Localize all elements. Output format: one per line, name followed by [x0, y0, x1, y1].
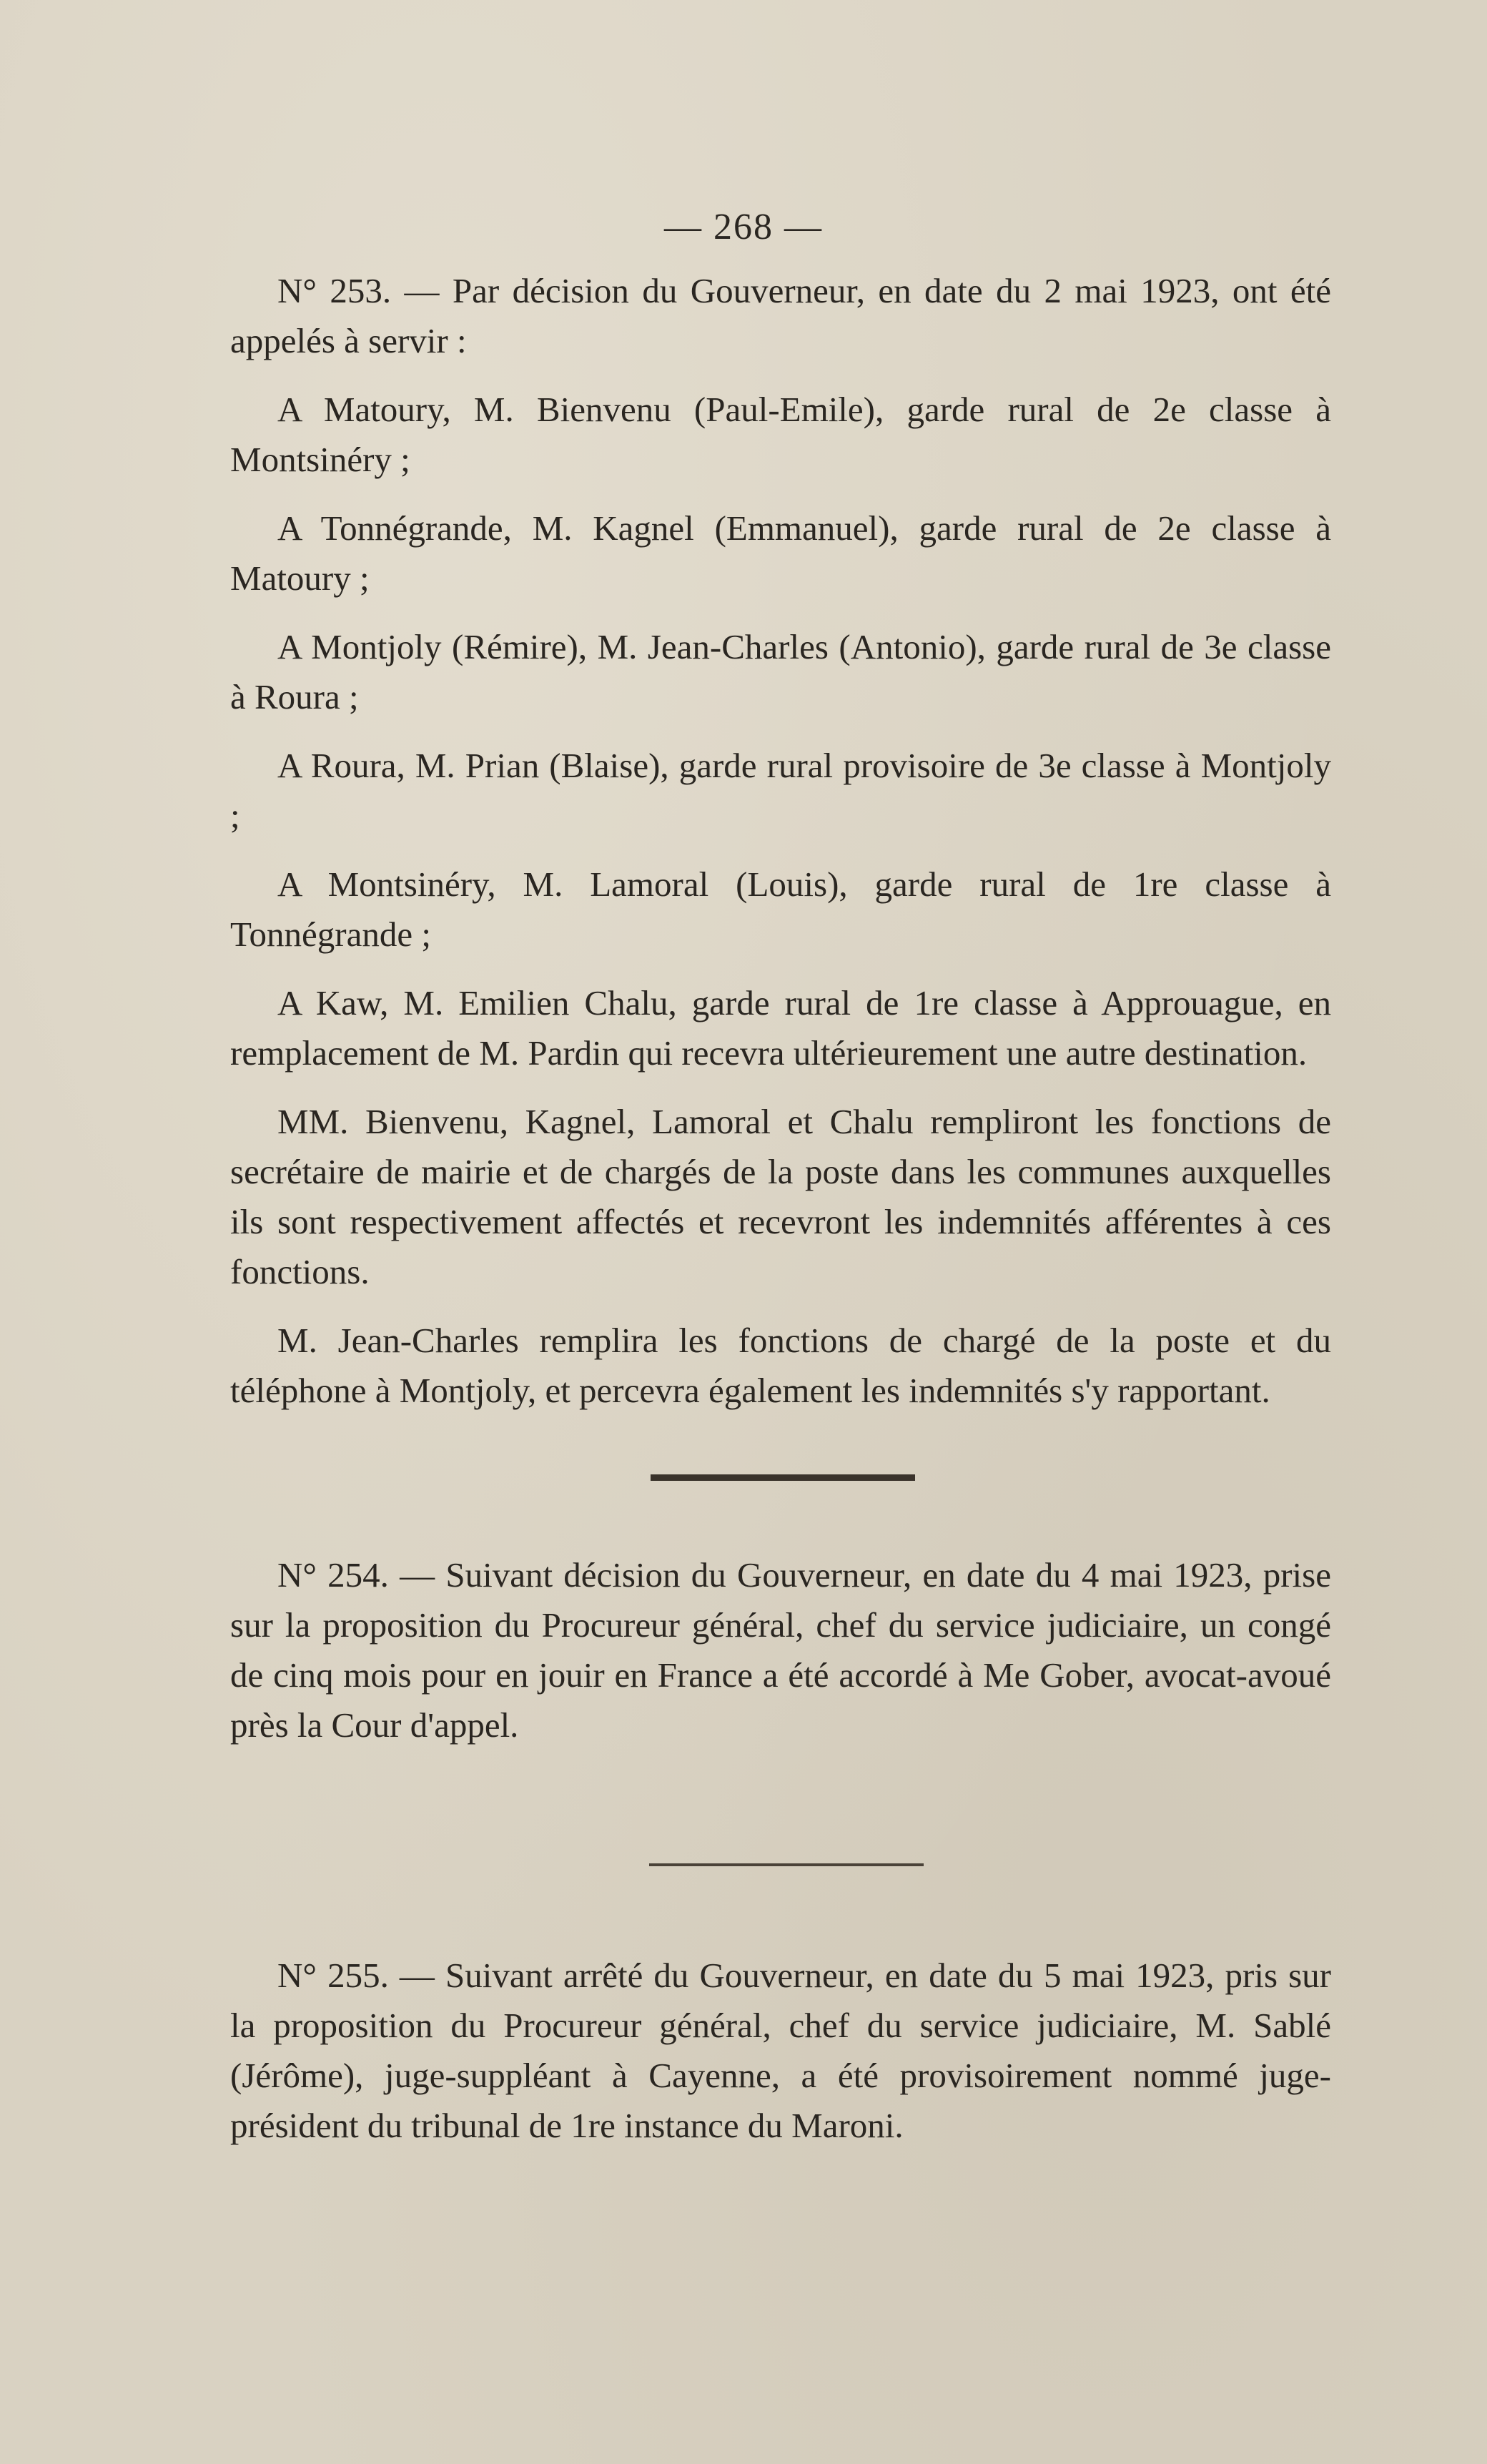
entry-255-text: N° 255. — Suivant arrêté du Gouverneur, en date du 5 mai 1923, pris sur la proposition du Procureur général, chef du service judiciaire, M. Sablé (Jérôme), juge-suppléant à Cayenne, a été provisoirement nommé juge-président du tribunal de 1re instance du Maroni.	[230, 1956, 1331, 2145]
entry-253	[230, 266, 1331, 1434]
secretary-functions-paragraph: MM. Bienvenu, Kagnel, Lamoral et Chalu rempliront les fonctions de secrétaire de mairie et de chargés de la poste dans les communes auxquelles ils sont respectivement affectés et recevront les indemnités afférentes à ces fonctions.	[230, 1102, 1331, 1291]
appointment-montjoly: A Montjoly (Rémire), M. Jean-Charles (Antonio), garde rural de 3e classe à Roura ;	[230, 627, 1331, 716]
entry-255	[230, 1951, 1331, 2169]
page-number: — 268 —	[664, 207, 823, 247]
appointment-roura: A Roura, M. Prian (Blaise), garde rural provisoire de 3e classe à Montjoly ;	[230, 746, 1331, 835]
telephone-functions-paragraph: M. Jean-Charles remplira les fonctions de chargé de la poste et du téléphone à Montjoly, et percevra également les indemnités s'y rapportant.	[230, 1321, 1331, 1410]
appointment-kaw: A Kaw, M. Emilien Chalu, garde rural de 1re classe à Approuague, en remplacement de M. Pardin qui recevra ultérieurement une autre destination.	[230, 983, 1331, 1073]
entry-254-text: N° 254. — Suivant décision du Gouverneur, en date du 4 mai 1923, prise sur la proposition du Procureur général, chef du service judiciaire, un congé de cinq mois pour en jouir en France a été accordé à Me Gober, avocat-avoué près la Cour d'appel.	[230, 1555, 1331, 1745]
section-divider	[651, 1474, 915, 1481]
entry-254	[230, 1550, 1331, 1769]
section-divider	[649, 1863, 924, 1866]
appointment-matoury: A Matoury, M. Bienvenu (Paul-Emile), garde rural de 2e classe à Montsinéry ;	[230, 390, 1331, 479]
appointment-tonnegrande: A Tonnégrande, M. Kagnel (Emmanuel), garde rural de 2e classe à Matoury ;	[230, 508, 1331, 598]
entry-253-heading: N° 253. — Par décision du Gouverneur, en date du 2 mai 1923, ont été appelés à servir :	[230, 271, 1331, 360]
appointment-montsinery: A Montsinéry, M. Lamoral (Louis), garde rural de 1re classe à Tonnégrande ;	[230, 864, 1331, 954]
